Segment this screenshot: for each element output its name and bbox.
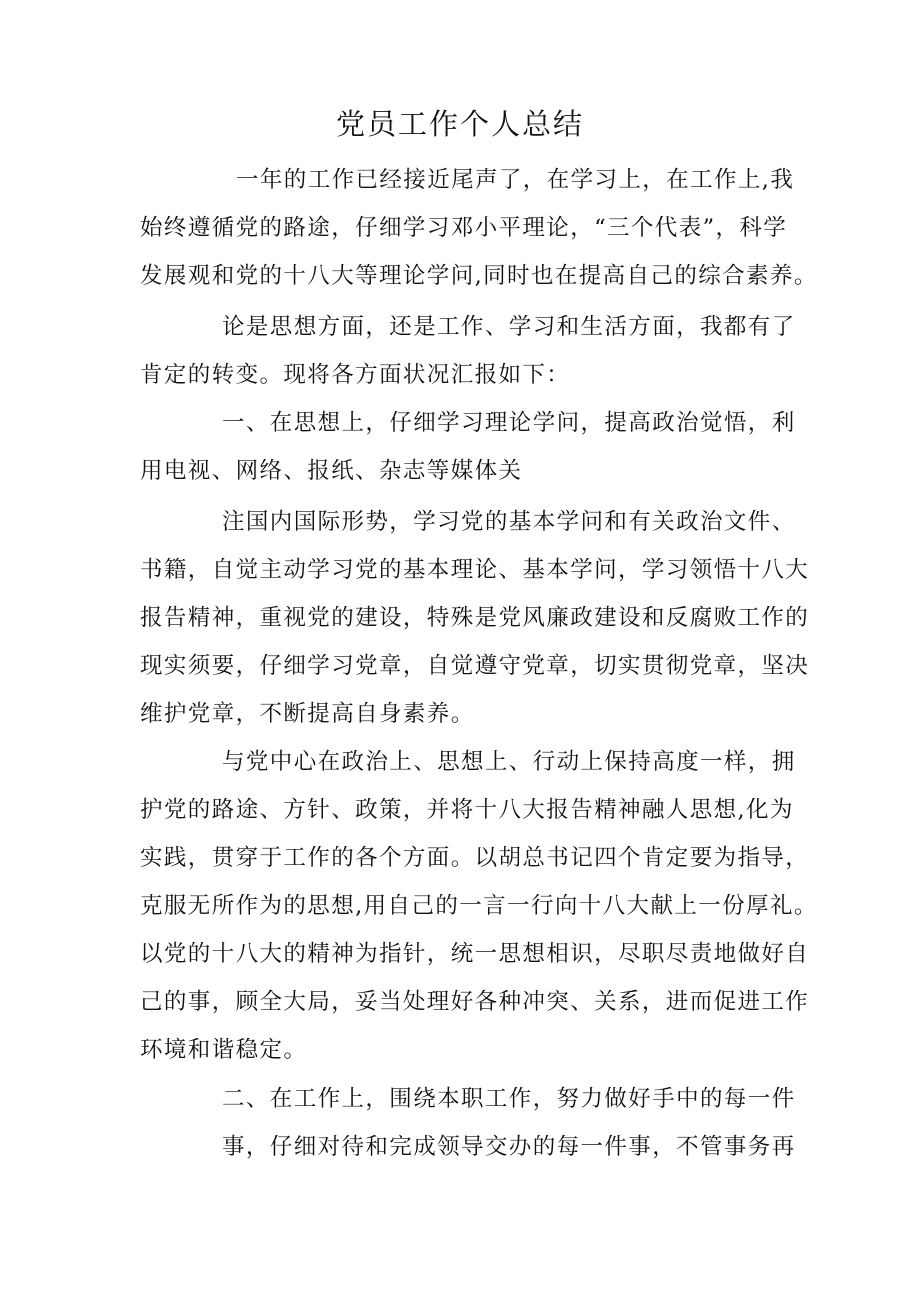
text-line: 现实须要，仔细学习党章，自觉遵守党章，切实贯彻党章，坚决 — [140, 653, 810, 679]
text-line: 注国内国际形势，学习党的基本学问和有关政治文件、 — [222, 509, 796, 535]
text-line: 一年的工作已经接近尾声了，在学习上，在工作上,我 — [236, 167, 795, 193]
text-line: 报告精神，重视党的建设，特殊是党风廉政建设和反腐败工作的 — [140, 605, 810, 631]
text-line: 事，仔细对待和完成领导交办的每一件事，不管事务再 — [222, 1134, 796, 1160]
text-line: 论是思想方面，还是工作、学习和生活方面，我都有了 — [222, 314, 796, 340]
text-line: 二、在工作上，围绕本职工作，努力做好手中的每一件 — [222, 1086, 796, 1112]
text-line: 维护党章，不断提高自身素养。 — [140, 701, 475, 727]
text-line: 实践，贯穿于工作的各个方面。以胡总书记四个肯定要为指导， — [140, 845, 810, 871]
text-line: 书籍，自觉主动学习党的基本理论、基本学问，学习领悟十八大 — [140, 557, 810, 583]
text-line: 克服无所作为的思想,用自己的一言一行向十八大献上一份厚礼。 — [140, 893, 818, 919]
page-title: 党员工作个人总结 — [335, 107, 584, 141]
text-line: 始终遵循党的路途，仔细学习邓小平理论，“三个代表”，科学 — [140, 215, 788, 241]
text-line: 环境和谐稳定。 — [140, 1037, 308, 1063]
text-line: 己的事，顾全大局，妥当处理好各种冲突、关系，进而促进工作 — [140, 989, 810, 1015]
text-line: 护党的路途、方针、政策，并将十八大报告精神融人思想,化为 — [140, 797, 794, 823]
text-line: 发展观和党的十八大等理论学问,同时也在提高自己的综合素养。 — [140, 263, 818, 289]
text-line: 与党中心在政治上、思想上、行动上保持高度一样，拥 — [222, 749, 796, 775]
text-line: 肯定的转变。现将各方面状况汇报如下： — [140, 362, 571, 388]
text-line: 用电视、网络、报纸、杂志等媒体关 — [140, 458, 523, 484]
text-line: 以党的十八大的精神为指针，统一思想相识，尽职尽责地做好自 — [140, 941, 810, 967]
text-line: 一、在思想上，仔细学习理论学问，提高政治觉悟，利 — [222, 410, 796, 436]
